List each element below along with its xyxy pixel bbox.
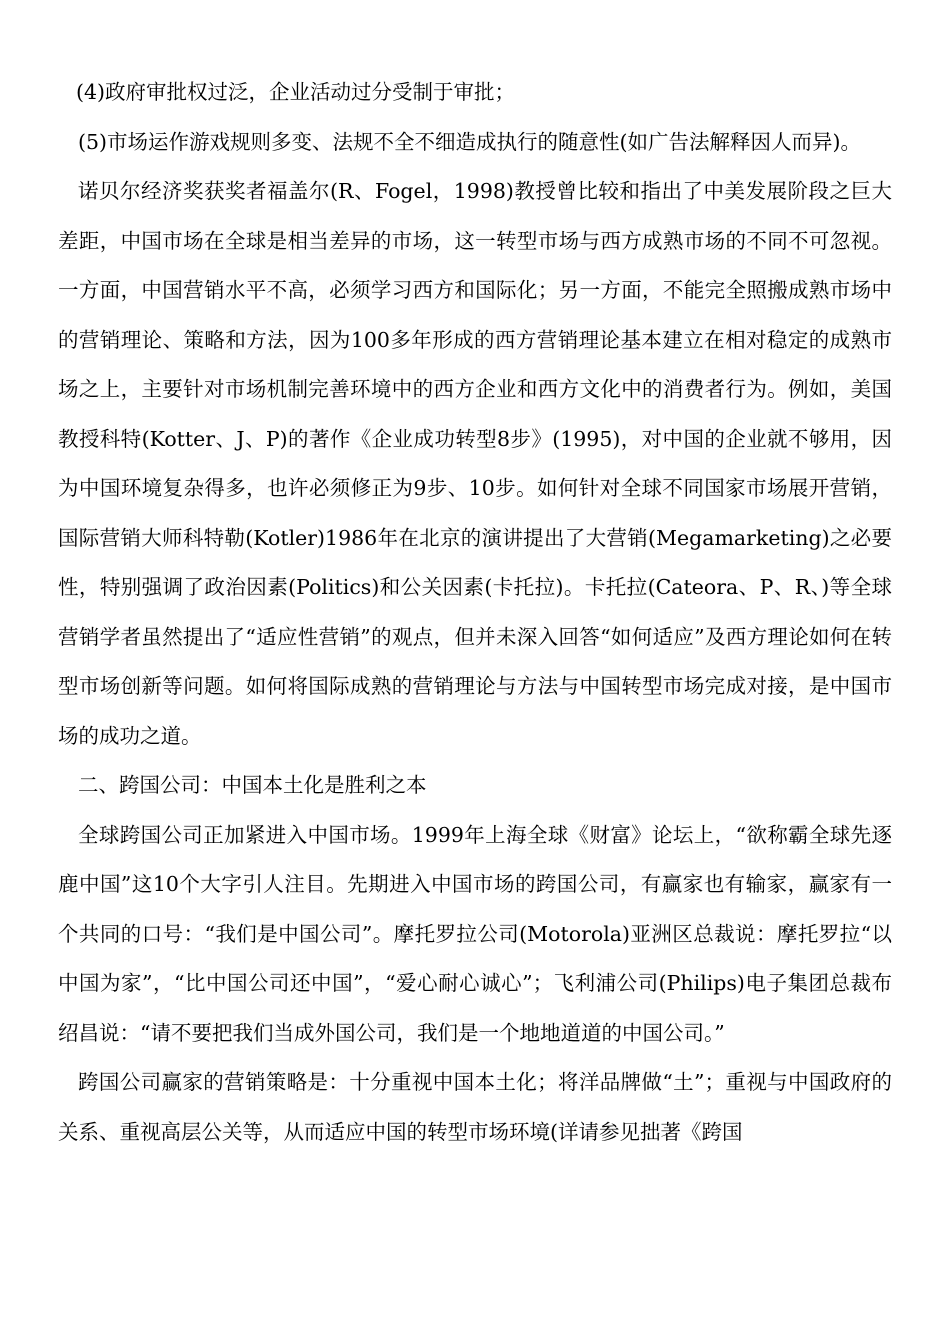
paragraph-item-4: (4)政府审批权过泛，企业活动过分受制于审批； — [76, 80, 516, 104]
paragraph-strategy: 跨国公司赢家的营销策略是：十分重视中国本土化；将洋品牌做“土”；重视与中国政府的关系、重视高层公关等，从而适应中国的转型市场环境(详请参见拙著《跨国 — [58, 1070, 892, 1144]
paragraph-item-5: (5)市场运作游戏规则多变、法规不全不细造成执行的随意性(如广告法解释因人而异)。 — [78, 129, 862, 154]
document-body — [58, 68, 892, 1157]
paragraph-multinationals: 全球跨国公司正加紧进入中国市场。1999年上海全球《财富》论坛上，“欲称霸全球先逐鹿中国”这10个大字引人注目。先期进入中国市场的跨国公司，有赢家也有输家，赢家有一个共同的口号：“我们是中国公司”。摩托罗拉公司(Motorola)亚洲区总裁说：摩托罗拉“以中国为家”，“比中国公司还中国”，“爱心耐心诚心”；飞利浦公司(Philips)电子集团总裁布绍昌说：“请不要把我们当成外国公司，我们是一个地地道道的中国公司。” — [58, 822, 892, 1045]
paragraph-fogel: 诺贝尔经济奖获奖者福盖尔(R、Fogel，1998)教授曾比较和指出了中美发展阶段之巨大差距，中国市场在全球是相当差异的市场，这一转型市场与西方成熟市场的不同不可忽视。一方面，中国营销水平不高，必须学习西方和国际化；另一方面，不能完全照搬成熟市场中的营销理论、策略和方法，因为100多年形成的西方营销理论基本建立在相对稳定的成熟市场之上，主要针对市场机制完善环境中的西方企业和西方文化中的消费者行为。例如，美国教授科特(Kotter、J、P)的著作《企业成功转型8步》(1995)，对中国的企业就不够用，因为中国环境复杂得多，也许必须修正为9步、10步。如何针对全球不同国家市场展开营销，国际营销大师科特勒(Kotler)1986年在北京的演讲提出了大营销(Megamarketing)之必要性，特别强调了政治因素(Politics)和公关因素(卡托拉)。卡托拉(Cateora、P、R、)等全球营销学者虽然提出了“适应性营销”的观点，但并未深入回答“如何适应”及西方理论如何在转型市场创新等问题。如何将国际成熟的营销理论与方法与中国转型市场完成对接，是中国市场的成功之道。 — [58, 179, 892, 748]
section-heading: 二、跨国公司：中国本土化是胜利之本 — [78, 773, 427, 797]
